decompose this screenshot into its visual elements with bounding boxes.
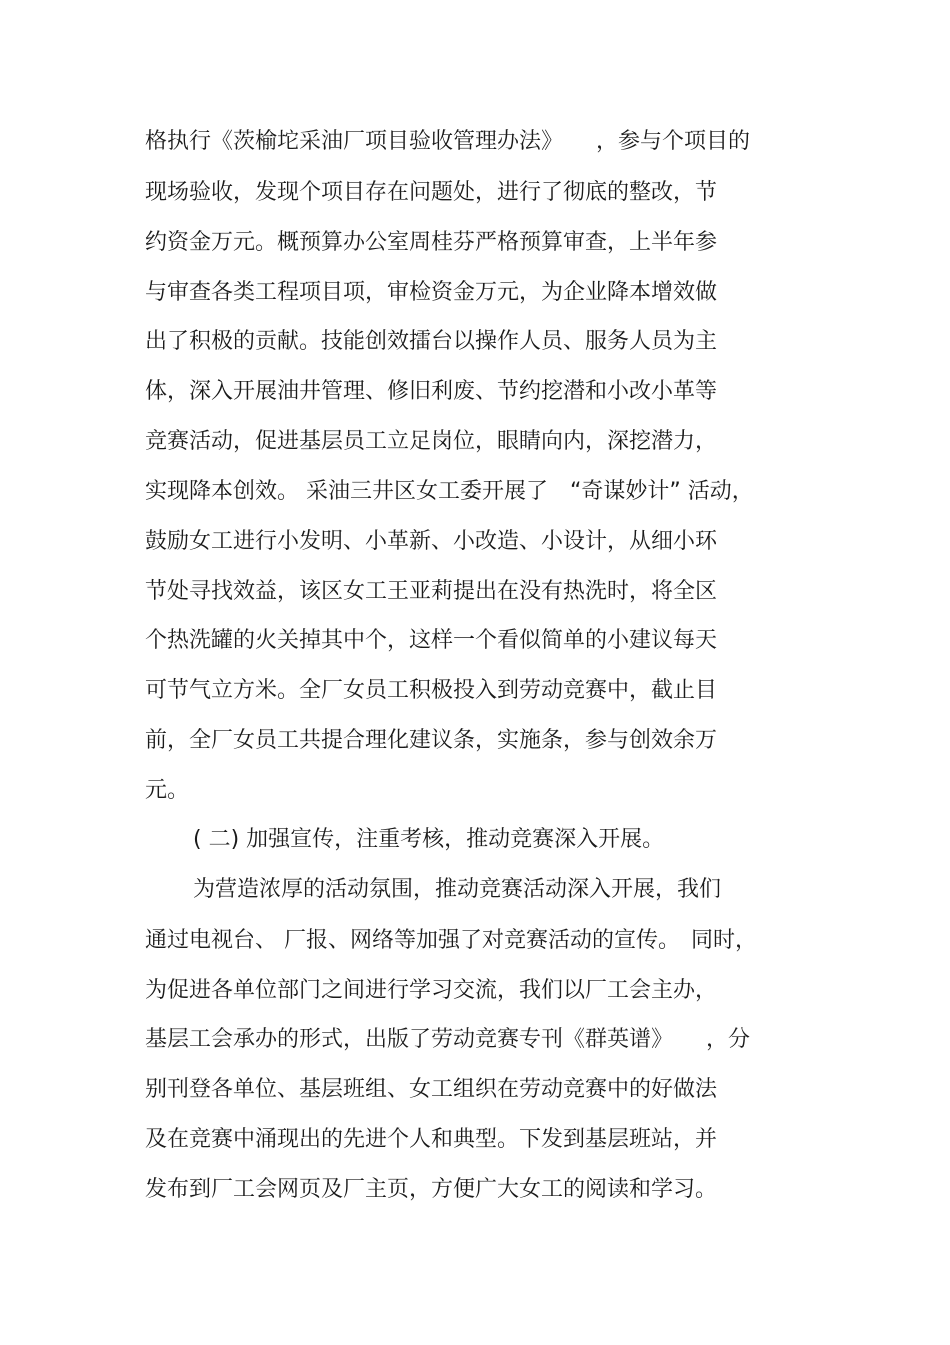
text-line: 现场验收，发现个项目存在问题处，进行了彻底的整改，节 <box>145 180 718 205</box>
text-line: 可节气立方米。全厂女员工积极投入到劳动竞赛中，截止目 <box>145 678 718 703</box>
text-line: 格执行《茨榆坨采油厂项目验收管理办法》 ，参与个项目的 <box>145 129 751 154</box>
text-line: 为促进各单位部门之间进行学习交流，我们以厂工会主办， <box>145 978 718 1003</box>
section-heading: ( 二) 加强宣传，注重考核，推动竞赛深入开展。 <box>193 827 665 852</box>
text-line: 竞赛活动，促进基层员工立足岗位，眼睛向内，深挖潜力， <box>145 429 718 454</box>
text-line: 节处寻找效益，该区女工王亚莉提出在没有热洗时，将全区 <box>145 579 718 604</box>
text-line: 鼓励女工进行小发明、小革新、小改造、小设计，从细小环 <box>145 529 718 554</box>
paragraph-first-line: 为营造浓厚的活动氛围，推动竞赛活动深入开展，我们 <box>193 877 722 902</box>
text-line: 与审查各类工程项目项，审检资金万元，为企业降本增效做 <box>145 280 718 305</box>
text-line: 及在竞赛中涌现出的先进个人和典型。下发到基层班站，并 <box>145 1127 718 1152</box>
text-line: 发布到厂工会网页及厂主页，方便广大女工的阅读和学习。 <box>145 1177 718 1202</box>
text-line: 基层工会承办的形式，出版了劳动竞赛专刊《群英谱》 ，分 <box>145 1027 751 1052</box>
text-line: 出了积极的贡献。技能创效擂台以操作人员、服务人员为主 <box>145 329 718 354</box>
text-line: 通过电视台、 厂报、网络等加强了对竞赛活动的宣传。 同时， <box>145 928 757 953</box>
text-line: 约资金万元。概预算办公室周桂芬严格预算审查，上半年参 <box>145 230 718 255</box>
text-line: 个热洗罐的火关掉其中个，这样一个看似简单的小建议每天 <box>145 628 718 653</box>
text-line: 前，全厂女员工共提合理化建议条，实施条，参与创效余万 <box>145 728 718 753</box>
text-line: 实现降本创效。 采油三井区女工委开展了 “奇谋妙计” 活动， <box>145 479 754 504</box>
text-line: 别刊登各单位、基层班组、女工组织在劳动竞赛中的好做法 <box>145 1077 718 1102</box>
text-line: 元。 <box>145 778 190 803</box>
text-line: 体，深入开展油井管理、修旧利废、节约挖潜和小改小革等 <box>145 379 718 404</box>
